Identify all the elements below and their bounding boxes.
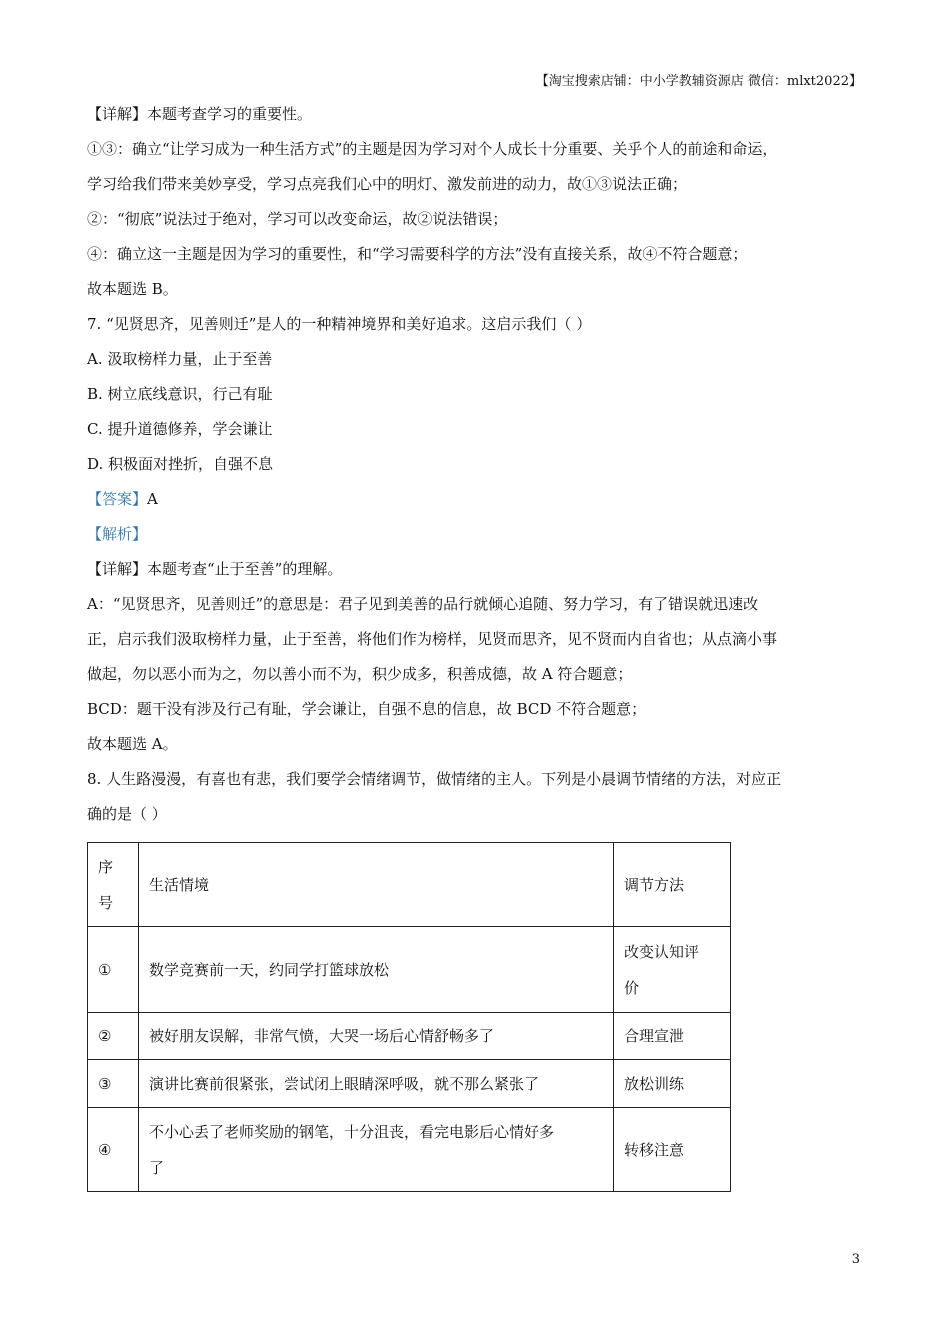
row-situation: 不小心丢了老师奖励的钢笔，十分沮丧，看完电影后心情好多 了 <box>139 1108 614 1192</box>
table-row <box>88 1013 731 1060</box>
q7-detail: 【详解】本题考查“止于至善”的理解。 <box>87 560 343 578</box>
q7-option-d: D. 积极面对挫折，自强不息 <box>87 455 274 473</box>
emotion-regulation-table <box>87 842 731 1192</box>
header-number: 序 号 <box>88 843 139 927</box>
row-method: 合理宣泄 <box>614 1013 731 1060</box>
header-method: 调节方法 <box>614 843 731 927</box>
row-situation: 被好朋友误解，非常气愤，大哭一场后心情舒畅多了 <box>139 1013 614 1060</box>
answer-label: 【答案】 <box>87 490 148 508</box>
table-header-row <box>88 843 731 927</box>
q7-conclusion: 故本题选 A。 <box>87 735 178 753</box>
q7-option-a: A. 汲取榜样力量，止于至善 <box>87 350 273 368</box>
row-situation: 演讲比赛前很紧张，尝试闭上眼睛深呼吸，就不那么紧张了 <box>139 1060 614 1108</box>
row-method: 改变认知评 价 <box>614 927 731 1013</box>
row-method: 放松训练 <box>614 1060 731 1108</box>
q6-detail: 【详解】本题考查学习的重要性。 <box>87 105 313 123</box>
q7-point1c: 做起，勿以恶小而为之，勿以善小而不为，积少成多，积善成德，故 A 符合题意； <box>87 665 633 683</box>
row-number: ① <box>88 927 139 1013</box>
q6-point2: ②：“彻底”说法过于绝对，学习可以改变命运，故②说法错误； <box>87 210 508 228</box>
q6-point1b: 学习给我们带来美妙享受，学习点亮我们心中的明灯、激发前进的动力，故①③说法正确； <box>87 175 688 193</box>
q7-option-c: C. 提升道德修养，学会谦让 <box>87 420 273 438</box>
row-number: ② <box>88 1013 139 1060</box>
q7-point1b: 正，启示我们汲取榜样力量，止于至善，将他们作为榜样，见贤而思齐，见不贤而内自省也；从点滴小事 <box>87 630 778 648</box>
analysis-label: 【解析】 <box>87 525 148 543</box>
q6-point1a: ①③：确立“让学习成为一种生活方式”的主题是因为学习对个人成长十分重要、关乎个人的前途和命运， <box>87 140 778 158</box>
table-row <box>88 1060 731 1108</box>
table-row <box>88 927 731 1013</box>
q7-point1a: A：“见贤思齐，见善则迁”的意思是：君子见到美善的品行就倾心追随、努力学习，有了错误就迅速改 <box>87 595 759 613</box>
q6-conclusion: 故本题选 B。 <box>87 280 178 298</box>
q7-answer <box>87 489 158 509</box>
page-number: 3 <box>851 1252 860 1267</box>
q7-point2: BCD：题干没有涉及行己有耻，学会谦让，自强不息的信息，故 BCD 不符合题意； <box>87 700 647 718</box>
answer-value: A <box>147 490 158 508</box>
q8-stem-a: 8. 人生路漫漫，有喜也有悲，我们要学会情绪调节，做情绪的主人。下列是小晨调节情绪的方法，对应正 <box>87 770 782 788</box>
header-note: 【淘宝搜索店铺：中小学教辅资源店 微信：mlxt2022】 <box>535 74 862 89</box>
q7-stem: 7. “见贤思齐，见善则迁”是人的一种精神境界和美好追求。这启示我们（ ） <box>87 315 592 333</box>
q7-option-b: B. 树立底线意识，行己有耻 <box>87 385 273 403</box>
q8-stem-b: 确的是（ ） <box>87 805 167 823</box>
header-situation: 生活情境 <box>139 843 614 927</box>
row-situation: 数学竞赛前一天，约同学打篮球放松 <box>139 927 614 1013</box>
q6-point3: ④：确立这一主题是因为学习的重要性，和“学习需要科学的方法”没有直接关系，故④不符合题意； <box>87 245 748 263</box>
table-row <box>88 1108 731 1192</box>
row-number: ④ <box>88 1108 139 1192</box>
row-method: 转移注意 <box>614 1108 731 1192</box>
row-number: ③ <box>88 1060 139 1108</box>
